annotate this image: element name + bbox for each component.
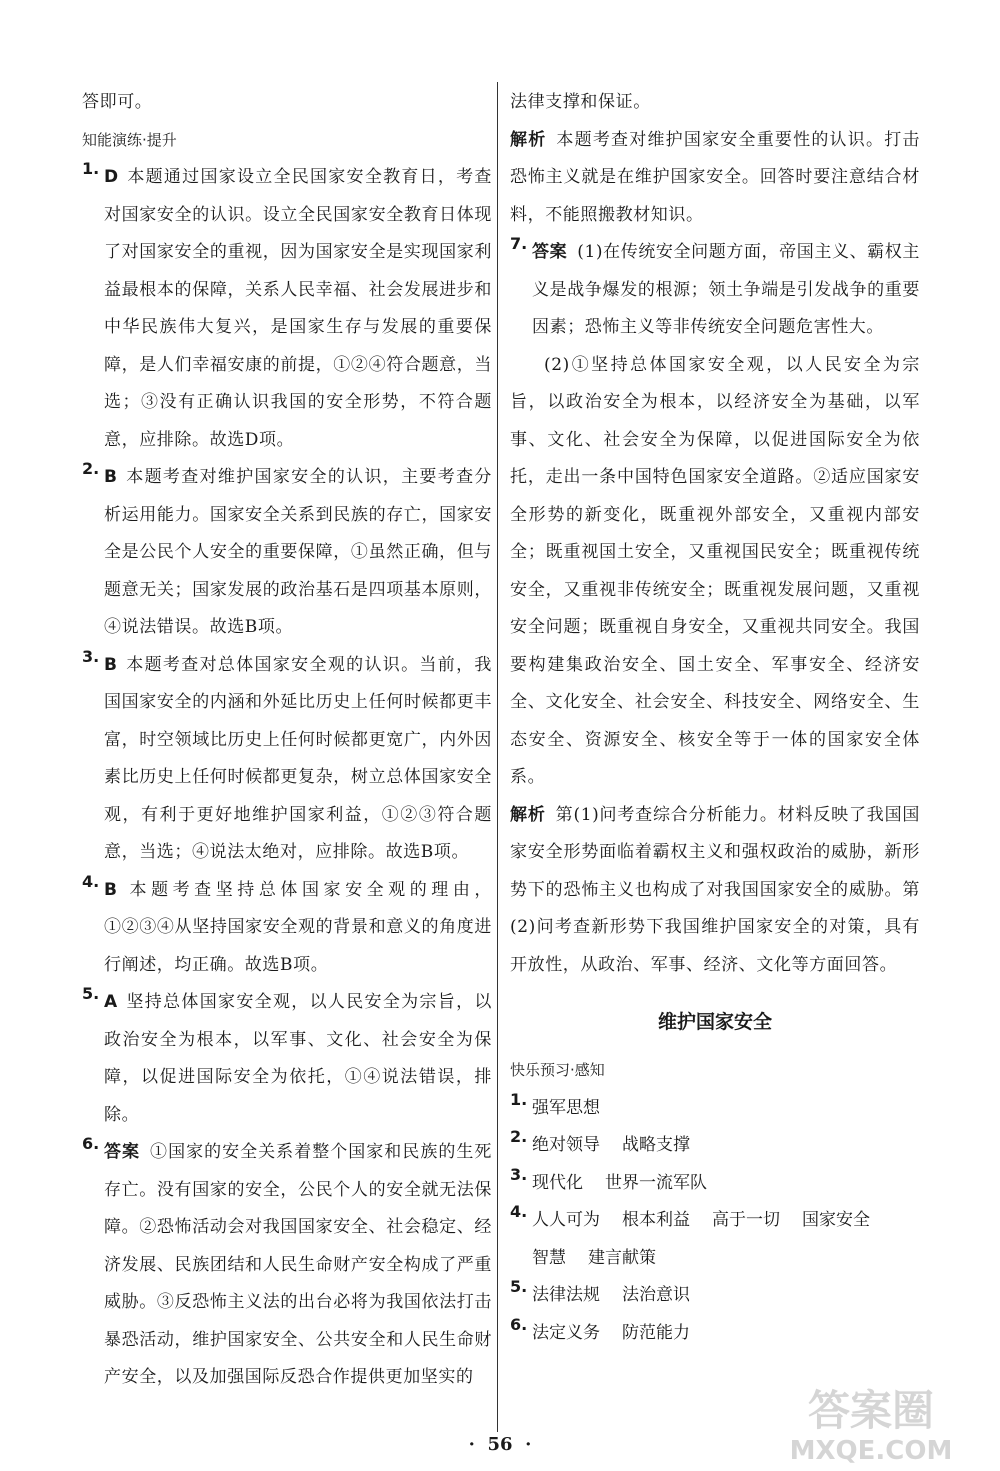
answer-label: 答案 [104, 1142, 141, 1162]
item-text-part1: (1)在传统安全问题方面，帝国主义、霸权主义是战争爆发的根源；领土争端是引发战争的重要因素；恐怖主义等非传统安全问题危害性大。 [532, 242, 920, 337]
section-label-kuaile: 快乐预习·感知 [510, 1061, 605, 1079]
choice-letter: B [104, 879, 118, 900]
continued-fragment: 答即可。 [82, 92, 153, 112]
continued-fragment: 法律支撑和保证。 [510, 92, 651, 112]
fill-item-3: 3. 现代化 世界一流军队 [510, 1164, 707, 1193]
section-heading: 维护国家安全 [657, 1011, 772, 1033]
fill-item-6: 6. 法定义务 防范能力 [510, 1314, 690, 1343]
analysis-6 [510, 122, 920, 235]
svg-text:MXQE.COM: MXQE.COM [789, 1436, 953, 1465]
section-label-zhineng: 知能演练·提升 [82, 130, 177, 149]
page-number: · 56 · [468, 1434, 532, 1455]
answer-item-3: 3. B 本题考查对总体国家安全观的认识。当前，我国国家安全的内涵和外延比历史上任何时候都更丰富，时空领域比历史上任何时候都更宽广，内外因素比历史上任何时候都更复杂，树立总体国家安全观，有利于更好地维护国家利益，①②③符合题意，当选；④说法太绝对，应排除。故选B项。 [82, 646, 492, 862]
watermark-logo [756, 1375, 986, 1465]
svg-text:答案圈: 答案圈 [807, 1386, 935, 1435]
left-column [82, 84, 492, 1397]
choice-letter: B [104, 654, 118, 675]
fill-item-2: 2. 绝对领导 战略支撑 [510, 1127, 690, 1155]
answer-item-6: 6. 答案 ①国家的安全关系着整个国家和民族的生死存亡。没有国家的安全，公民个人的安全就无法保障。②恐怖活动会对我国国家安全、社会稳定、经济发展、民族团结和人民生命财产安全构成了严重威胁。③反恐怖主义法的出台必将为我国依法打击暴恐活动，维护国家安全、公共安全和人民生命财产安全，以及加强国际反恐合作提供更加坚实的 [82, 1134, 492, 1387]
item-text: ①国家的安全关系着整个国家和民族的生死存亡。没有国家的安全，公民个人的安全就无法保障。②恐怖活动会对我国国家安全、社会稳定、经济发展、民族团结和人民生命财产安全构成了严重威胁。③反恐怖主义法的出台必将为我国依法打击暴恐活动，维护国家安全、公共安全和人民生命财产安全，以及加强国际反恐合作提供更加坚实的 [104, 1142, 492, 1387]
fill-item-4: 4. 人人可为 根本利益 高于一切 国家安全 智慧 建言献策 [510, 1202, 870, 1268]
choice-letter: A [104, 992, 118, 1012]
item-text: 本题考查坚持总体国家安全观的理由，①②③④从坚持国家安全观的背景和意义的角度进行阐述，均正确。故选B项。 [104, 879, 492, 975]
answer-label: 答案 [532, 242, 568, 262]
choice-letter: D [104, 167, 119, 187]
right-column [510, 84, 920, 1352]
fill-item-1: 1. 强军思想 [510, 1089, 600, 1118]
analysis-text: 本题考查对维护国家安全重要性的认识。打击恐怖主义就是在维护国家安全。回答时要注意结合材料，不能照搬教材知识。 [510, 129, 920, 225]
item-text: 本题考查对维护国家安全的认识，主要考查分析运用能力。国家安全关系到民族的存亡，国家安全是公民个人安全的重要保障，①虽然正确，但与题意无关；国家发展的政治基石是四项基本原则，④说法错误。故选B项。 [104, 467, 492, 637]
fill-item-5: 5. 法律法规 法治意识 [510, 1277, 690, 1305]
answer-item-5: 5. A 坚持总体国家安全观，以人民安全为宗旨，以政治安全为根本，以军事、文化、社会安全为保障，以促进国际安全为依托，①④说法错误，排除。 [82, 984, 492, 1125]
analysis-7 [510, 797, 920, 985]
analysis-label: 解析 [510, 804, 546, 825]
analysis-text: 第(1)问考查综合分析能力。材料反映了我国国家安全形势面临着霸权主义和强权政治的威胁，新形势下的恐怖主义也构成了对我国国家安全的威胁。第(2)问考查新形势下我国维护国家安全的对策，具有开放性，从政治、军事、经济、文化等方面回答。 [510, 804, 921, 975]
answer-item-7: 7. 答案 (1)在传统安全问题方面，帝国主义、霸权主义是战争爆发的根源；领土争端是引发战争的重要因素；恐怖主义等非传统安全问题危害性大。 [510, 234, 920, 337]
item-text: 本题通过国家设立全民国家安全教育日，考查对国家安全的认识。设立全民国家安全教育日体现了对国家安全的重视，因为国家安全是实现国家利益最根本的保障，关系人民幸福、社会发展进步和中华民族伟大复兴，是国家生存与发展的重要保障，是人们幸福安康的前提，①②④符合题意，当选；③没有正确认识我国的安全形势，不符合题意，应排除。故选D项。 [104, 167, 492, 450]
item-text: 坚持总体国家安全观，以人民安全为宗旨，以政治安全为根本，以军事、文化、社会安全为保障，以促进国际安全为依托，①④说法错误，排除。 [104, 992, 492, 1125]
answer-item-4: 4. B 本题考查坚持总体国家安全观的理由，①②③④从坚持国家安全观的背景和意义的角度进行阐述，均正确。故选B项。 [82, 871, 492, 975]
item-7-part2: (2)①坚持总体国家安全观，以人民安全为宗旨，以政治安全为根本，以经济安全为基础，以军事、文化、社会安全为保障，以促进国际安全为依托，走出一条中国特色国家安全道路。②适应国家安全形势的新变化，既重视外部安全，又重视内部安全；既重视国土安全，又重视国民安全；既重视传统安全，又重视非传统安全；既重视发展问题，又重视安全问题；既重视自身安全，又重视共同安全。我国要构建集政治安全、国土安全、军事安全、经济安全、文化安全、社会安全、科技安全、网络安全、生态安全、资源安全、核安全等于一体的国家安全体系。 [510, 354, 920, 787]
answer-item-1: 1. D 本题通过国家设立全民国家安全教育日，考查对国家安全的认识。设立全民国家安全教育日体现了对国家安全的重视，因为国家安全是实现国家利益最根本的保障，关系人民幸福、社会发展进步和中华民族伟大复兴，是国家生存与发展的重要保障，是人们幸福安康的前提，①②④符合题意，当选；③没有正确认识我国的安全形势，不符合题意，应排除。故选D项。 [82, 159, 492, 450]
item-text: 本题考查对总体国家安全观的认识。当前，我国国家安全的内涵和外延比历史上任何时候都更丰富，时空领域比历史上任何时候都更宽广，内外因素比历史上任何时候都更复杂，树立总体国家安全观，有利于更好地维护国家利益，①②③符合题意，当选；④说法太绝对，应排除。故选B项。 [104, 654, 492, 862]
answer-item-2: 2. B 本题考查对维护国家安全的认识，主要考查分析运用能力。国家安全关系到民族的存亡，国家安全是公民个人安全的重要保障，①虽然正确，但与题意无关；国家发展的政治基石是四项基本原则，④说法错误。故选B项。 [82, 459, 492, 637]
column-divider [497, 82, 498, 1432]
analysis-label: 解析 [510, 129, 547, 150]
choice-letter: B [104, 467, 118, 487]
